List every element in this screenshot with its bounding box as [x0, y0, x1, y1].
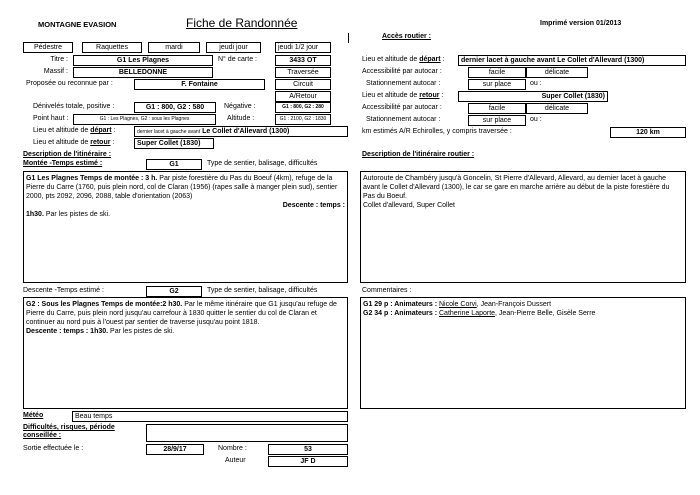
g2-description-box[interactable] [23, 297, 348, 409]
sortie-label: Sortie effectuée le : [23, 445, 84, 452]
auteur-field[interactable]: JF D [268, 456, 348, 467]
montee-label: Montée -Temps estimé : [23, 160, 103, 167]
acces-label: Accès routier : [382, 33, 432, 40]
traversee-option[interactable]: Traversée [275, 67, 331, 78]
sortie-field[interactable]: 28/9/17 [146, 444, 204, 455]
massif-field[interactable]: BELLEDONNE [73, 67, 213, 78]
titre-field[interactable]: G1 Les Plagnes [73, 55, 213, 66]
massif-label: Massif : [43, 68, 68, 75]
g1-description-box[interactable] [23, 171, 348, 283]
titre-label: Titre : [50, 56, 68, 63]
road-description-2: Collet d'allevard, Super Collet [363, 202, 455, 209]
carte-label: N° de carte : [218, 56, 257, 63]
r-retour-label: Lieu et altitude de retour : [362, 92, 444, 99]
meteo-field[interactable]: Beau temps [72, 411, 348, 422]
carte-field[interactable]: 3433 OT [275, 55, 331, 66]
road-description: Autoroute de Chambéry jusqu'à Goncelin, St Pierre d'Allevard, Allevard, au dernier lacet à gauche avant le Collet d'Allevard (1300), le car se gare en marche arrière au début de la piste forestière du Pas du Boeuf. [363, 175, 670, 200]
denivele-field[interactable]: G1 : 800, G2 : 580 [134, 102, 216, 113]
g1-descente-label: Descente : temps : [282, 202, 345, 209]
page-title: Fiche de Randonnée [186, 16, 298, 30]
group1-field[interactable]: G1 [146, 159, 202, 170]
station2-surplace[interactable]: sur place [468, 115, 526, 126]
altitude-field[interactable]: G1 : 2100, G2 : 1830 [275, 114, 331, 125]
r-description-label: Description de l'itinéraire routier : [362, 151, 475, 158]
version-label: Imprimé version 01/2013 [540, 20, 622, 27]
description-label: Description de l'itinéraire : [23, 151, 112, 158]
point-label: Point haut : [33, 115, 69, 122]
comments-box[interactable] [360, 297, 686, 409]
g2-description: G2 : Sous les Plagnes Temps de montée:2 h30. Par le même itinéraire que G1 jusqu'au refuge de Pierre du Carre, puis plein nord jusqu'au carrefour à 1830 quitter le sentier du col de Claran et continuer au nord puis à l'ouest par sentier de traverse jusqu'au point 1818. [26, 301, 337, 326]
access-delicate[interactable]: délicate [526, 67, 588, 78]
sentier-label: Type de sentier, balisage, difficultés [207, 160, 318, 167]
depart-field[interactable]: dernier lacet à gauche avant Le Collet d'Allevard (1300) [134, 126, 348, 137]
comments-label: Commentaires : [362, 287, 412, 294]
station2-ou: ou : [530, 116, 542, 123]
proposee-field[interactable]: F. Fontaine [134, 79, 265, 90]
station-ou: ou : [530, 80, 542, 87]
duration-field[interactable]: jeudi 1/2 jour [275, 42, 331, 53]
meteo-label: Météo [23, 412, 44, 419]
access2-facile[interactable]: facile [468, 103, 526, 114]
negative-field[interactable]: G1 : 800, G2 : 280 [275, 102, 331, 113]
access2-delicate[interactable]: délicate [526, 103, 588, 114]
access-facile[interactable]: facile [468, 67, 526, 78]
comment-g2: G2 34 p : Animateurs : Catherine Laporte, Jean-Pierre Belle, Gisèle Serre [363, 310, 596, 317]
org-name: MONTAGNE EVASION [38, 20, 117, 29]
day-field[interactable]: mardi [148, 42, 200, 53]
divider [348, 33, 349, 43]
r-depart-label: Lieu et altitude de départ : [362, 56, 445, 63]
day-type-field[interactable]: jeudi jour [206, 42, 261, 53]
sentier2-label: Type de sentier, balisage, difficultés [207, 287, 318, 294]
auteur-label: Auteur [225, 457, 246, 464]
comment-g1: G1 29 p : Animateurs : Nicole Corvi, Jean-François Dussert [363, 301, 552, 308]
denivele-label: Dénivelés totale, positive : [33, 103, 115, 110]
aretour-option[interactable]: A/Retour [275, 91, 331, 102]
point-field[interactable]: G1 : Les Plagnes, G2 : sous les Plagnes [73, 114, 216, 125]
r-retour-field[interactable]: Super Collet (1830) [458, 91, 608, 102]
nombre-label: Nombre : [218, 445, 247, 452]
circuit-option[interactable]: Circuit [275, 79, 331, 90]
difficultes-field[interactable] [146, 424, 348, 442]
access2-label: Accessibilité par autocar : [362, 104, 442, 111]
access-label: Accessibilité par autocar : [362, 68, 442, 75]
descente-label: Descente -Temps estimé : [23, 287, 104, 294]
group2-field[interactable]: G2 [146, 286, 202, 297]
station-label: Stationnement autocar : [366, 80, 441, 87]
difficultes-label: Difficultés, risques, période conseillée : [23, 424, 115, 439]
retour-label: Lieu et altitude de retour : [33, 139, 115, 146]
road-description-box[interactable] [360, 171, 686, 283]
g1-description: G1 Les Plagnes Temps de montée : 3 h. Par piste forestière du Pas du Boeuf (4km), refuge de la Pierre du Carre (1760, puis plein nord, col de Claran (1956) (rapes salle à manger plein sud), sentier 2000, pts 2092, 2096, 2088, table d'orientation (2063) [26, 175, 338, 200]
depart-label: Lieu et altitude de départ : [33, 127, 116, 134]
nombre-field[interactable]: 53 [268, 444, 348, 455]
g1-descente: 1h30. Par les pistes de ski. [26, 211, 111, 218]
activity-raquettes[interactable]: Raquettes [82, 42, 142, 53]
retour-field[interactable]: Super Collet (1830) [134, 138, 214, 149]
proposee-label: Proposée ou reconnue par : [26, 80, 113, 87]
negative-label: Négative : [224, 103, 256, 110]
g2-descente: Descente : temps : 1h30. Par les pistes de ski. [26, 328, 175, 335]
activity-pedestre[interactable]: Pédestre [23, 42, 73, 53]
station2-label: Stationnement autocar : [366, 116, 441, 123]
station-surplace[interactable]: sur place [468, 79, 526, 90]
km-field[interactable]: 120 km [610, 127, 686, 138]
altitude-label: Altitude : [227, 115, 255, 122]
km-label: km estimés A/R Echirolles, y compris traversée : [362, 128, 512, 135]
r-depart-field[interactable]: dernier lacet à gauche avant Le Collet d'Allevard (1300) [458, 55, 686, 66]
